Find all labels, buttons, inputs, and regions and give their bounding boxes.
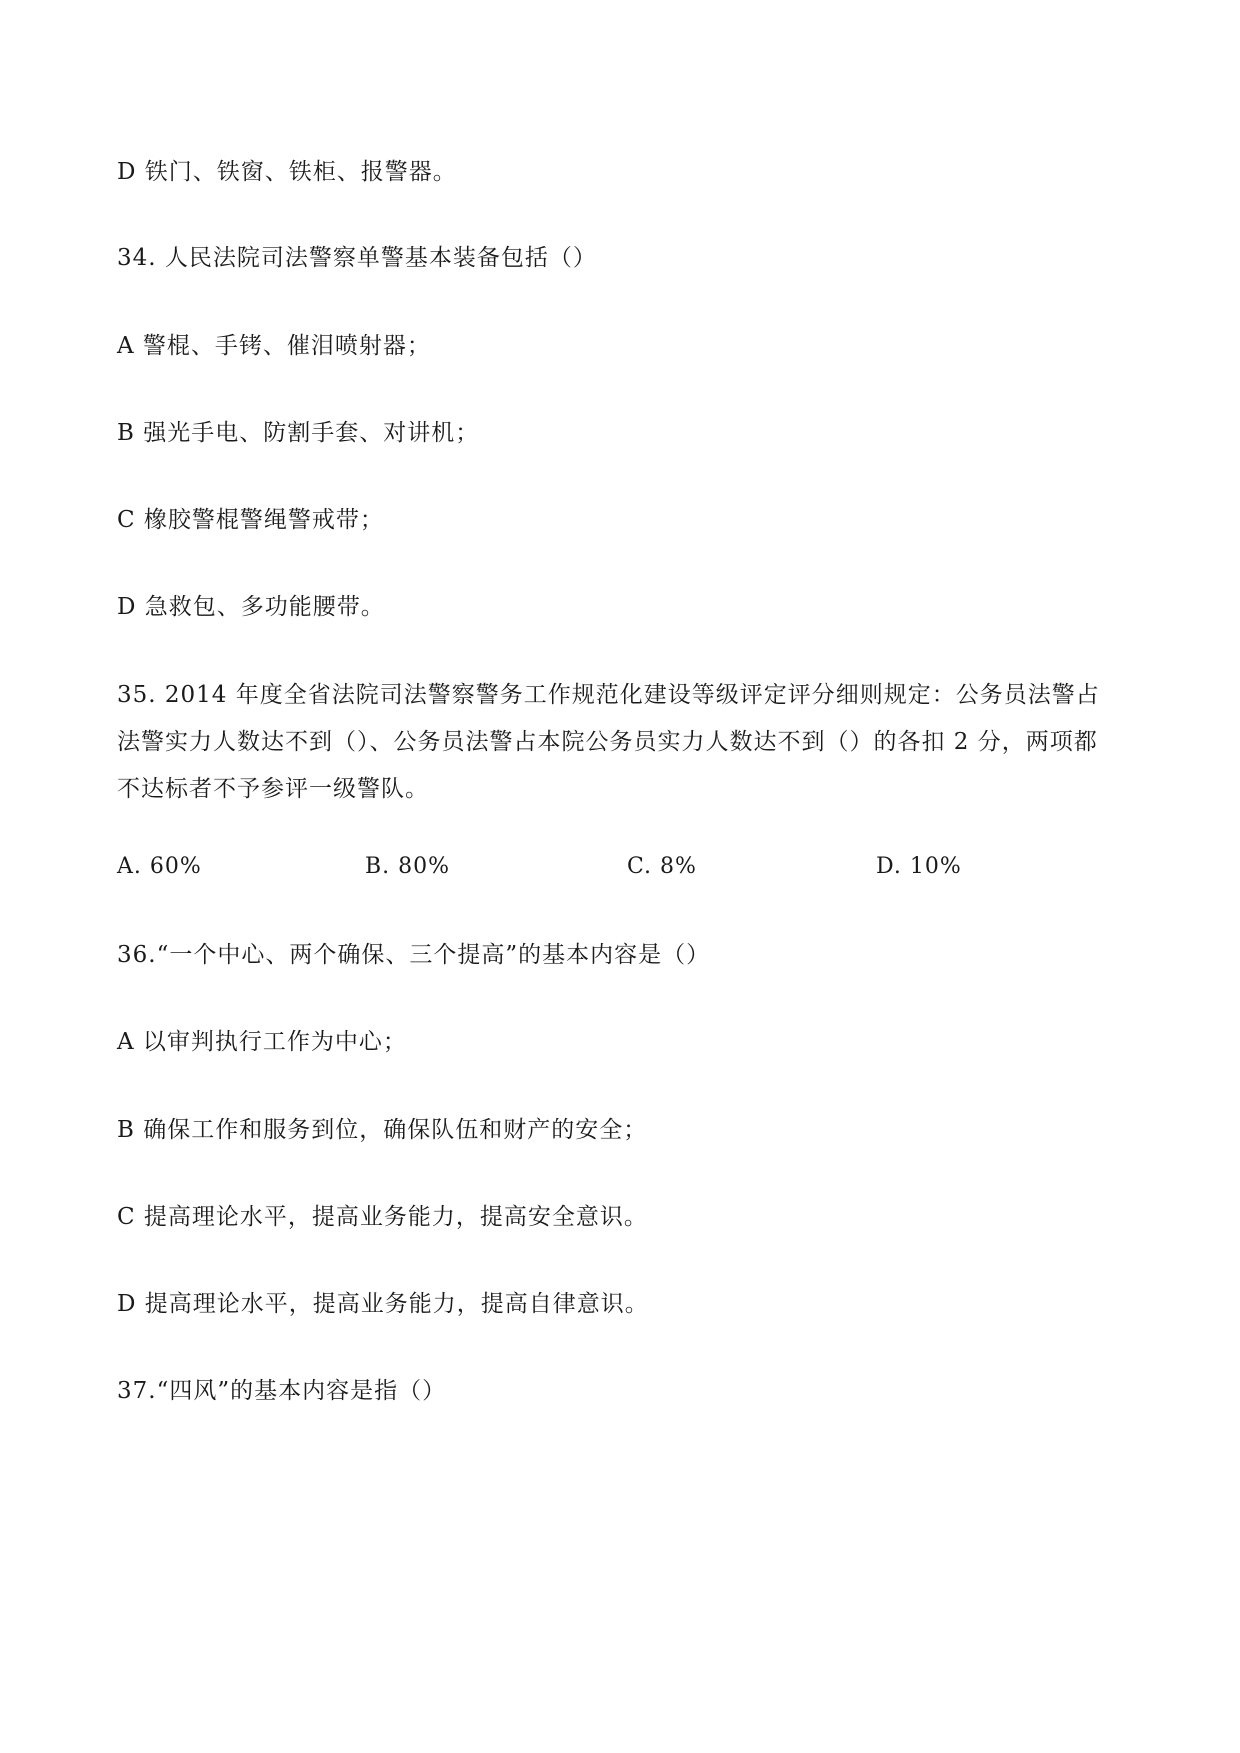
q34-option-d: D 急救包、多功能腰带。 [117,594,385,620]
q35-option-d: D. 10% [876,854,962,879]
q34-option-a: A 警棍、手铐、催泪喷射器； [117,333,431,359]
q35-stem-line-2: 法警实力人数达不到（）、公务员法警占本院公务员实力人数达不到（）的各扣 2 分，两项都 [117,729,1098,755]
q36-option-d: D 提高理论水平，提高业务能力，提高自律意识。 [117,1291,649,1317]
q34-option-c: C 橡胶警棍警绳警戒带； [117,507,384,533]
q35-stem-line-1: 35. 2014 年度全省法院司法警察警务工作规范化建设等级评定评分细则规定：公务员法警占 [117,682,1100,708]
q33-option-d: D 铁门、铁窗、铁柜、报警器。 [117,159,457,185]
q36-option-c: C 提高理论水平，提高业务能力，提高安全意识。 [117,1204,648,1230]
q35-option-b: B. 80% [365,854,451,879]
q36-option-b: B 确保工作和服务到位，确保队伍和财产的安全； [117,1117,648,1143]
q37-stem: 37.“四风”的基本内容是指（） [117,1378,447,1404]
q35-option-c: C. 8% [627,854,697,879]
q36-stem: 36.“一个中心、两个确保、三个提高”的基本内容是（） [117,942,711,968]
q34-option-b: B 强光手电、防割手套、对讲机； [117,420,480,446]
q36-option-a: A 以审判执行工作为中心； [117,1029,407,1055]
q35-option-a: A. 60% [117,854,202,879]
q35-stem [117,672,1127,813]
q35-stem-line-3: 不达标者不予参评一级警队。 [117,776,429,802]
q34-stem: 34. 人民法院司法警察单警基本装备包括（） [117,245,597,271]
